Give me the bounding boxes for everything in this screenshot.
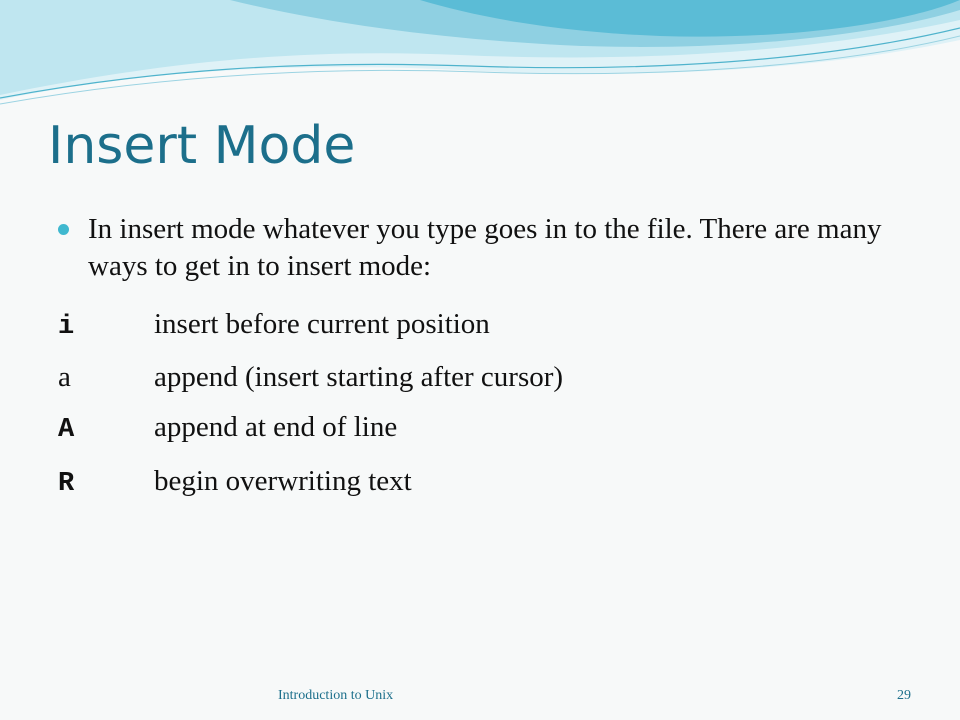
command-row xyxy=(58,304,490,344)
slide-title: Insert Mode xyxy=(48,116,356,176)
command-description: insert before current position xyxy=(154,308,490,340)
command-key: a xyxy=(58,361,71,393)
command-description: append (insert starting after cursor) xyxy=(154,361,564,393)
bullet-item xyxy=(58,211,888,285)
command-row xyxy=(58,407,397,447)
bullet-dot-icon xyxy=(58,224,69,235)
page-number: 29 xyxy=(897,688,911,703)
command-row xyxy=(58,461,412,501)
header-wave-decoration xyxy=(0,0,960,120)
bullet-text: In insert mode whatever you type goes in to the file. There are many ways to get in to insert mode: xyxy=(88,213,882,282)
command-description: begin overwriting text xyxy=(154,465,412,497)
command-key: A xyxy=(58,415,75,445)
command-description: append at end of line xyxy=(154,411,398,443)
command-key: i xyxy=(58,312,75,342)
command-row xyxy=(58,357,563,397)
footer-label: Introduction to Unix xyxy=(278,688,394,703)
command-key: R xyxy=(58,469,75,499)
